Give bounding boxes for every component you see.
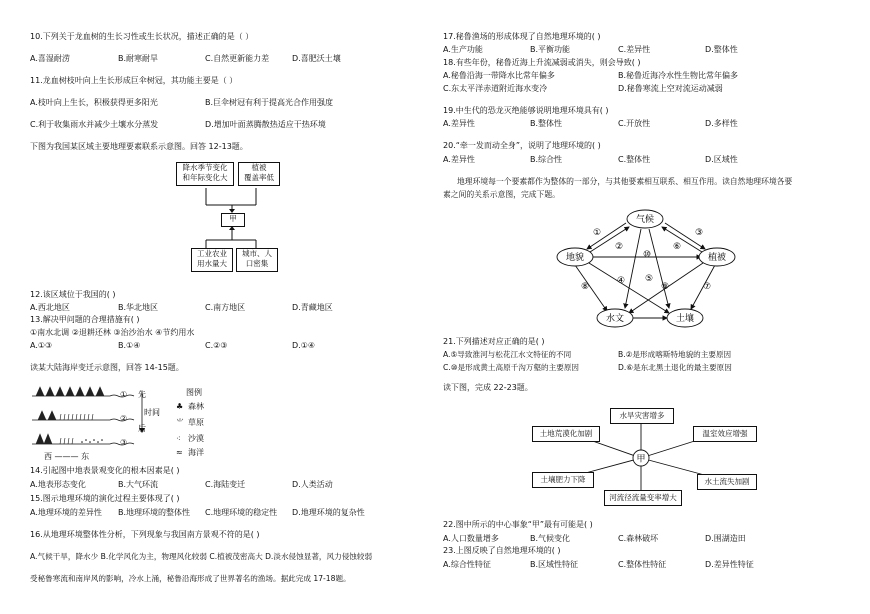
q12-option-a: A.西北地区 [30, 303, 70, 312]
box-soil-fertility: 土壤肥力下降 [532, 472, 594, 488]
q19-option-d: D.多样性 [705, 119, 738, 128]
legend-grassland-icon: ⺌ [176, 418, 184, 427]
legend-desert-label: 沙漠 [188, 434, 204, 443]
q17-option-b: B.平衡功能 [530, 45, 571, 54]
q21-option-c: C.⑩是形成黄土高原千沟万壑的主要原因 [443, 363, 580, 372]
q15-stem: 15.图示地理环境的演化过程主要体现了( ) [30, 494, 180, 503]
q15-option-b: B.地理环境的整体性 [118, 508, 191, 517]
q22-option-d: D.围湖造田 [705, 534, 746, 543]
q14-stem: 14.引起图中地表景观变化的根本因素是( ) [30, 466, 180, 475]
q22-option-a: A.人口数量增多 [443, 534, 499, 543]
q21-option-b: B.②是形成喀斯特地貌的主要原因 [618, 350, 732, 359]
q19-option-a: A.差异性 [443, 119, 475, 128]
diagram-box-vegetation [238, 162, 280, 186]
arrow-label-6: ⑥ [673, 242, 682, 252]
intro-17-18: 受秘鲁寒流和南岸风的影响，冷水上涌，秘鲁沿海形成了世界著名的渔场。据此完成 17-18题。 [30, 574, 351, 583]
q23-option-c: C.整体性特征 [618, 560, 667, 569]
intro-21-line1: 地理环境每一个要素都作为整体的一部分，与其他要素相互联系、相互作用。读自然地理环境各要 [457, 177, 793, 186]
box-city-line1: 城市、人 [242, 249, 272, 258]
q12-option-c: C.南方地区 [205, 303, 246, 312]
box-greenhouse: 温室效应增强 [693, 426, 757, 442]
arrow-label-4: ④ [617, 276, 626, 286]
q14-option-d: D.人类活动 [292, 480, 333, 489]
q23-option-b: B.区域性特征 [530, 560, 579, 569]
west-east-axis: 西 ——— 东 [44, 452, 90, 461]
q10-option-a: A.喜湿耐涝 [30, 54, 70, 63]
box-water-line2: 用水量大 [197, 259, 227, 268]
legend-title: 图例 [186, 388, 202, 397]
q19-stem: 19.中生代的恐龙灭绝能够说明地理环境具有( ) [443, 106, 609, 115]
q16-options-line: A.气候干旱，降水少 B.化学风化为主，物理风化较弱 C.植被茂密高大 D.淡水侵蚀显著，风力侵蚀较弱 [30, 552, 373, 561]
q15-option-d: D.地理环境的复杂性 [292, 508, 365, 517]
q15-option-a: A.地理环境的差异性 [30, 508, 102, 517]
arrow-label-10: ⑩ [643, 250, 652, 260]
time-last-label: 后 [138, 424, 146, 433]
legend-ocean-label: 海洋 [188, 448, 204, 457]
q20-option-c: C.整体性 [618, 155, 651, 164]
legend-forest-label: 森林 [188, 402, 204, 411]
box-soil-erosion: 水土流失加剧 [697, 474, 757, 490]
q11-option-b: B.巨伞树冠有利于提高光合作用强度 [205, 98, 334, 107]
coast-row-3 [32, 434, 134, 445]
q14-option-c: C.海陆变迁 [205, 480, 246, 489]
q12-option-b: B.华北地区 [118, 303, 159, 312]
coast-row-2-label: ② [120, 414, 128, 423]
q11-option-a: A.枝叶向上生长，积极获得更多阳光 [30, 98, 158, 107]
q13-option-a: A.①③ [30, 341, 53, 350]
box-city-line2: 口密集 [245, 259, 269, 268]
intro-21-line2: 素之间的关系示意图，完成下题。 [443, 190, 560, 199]
q23-stem: 23.上图反映了自然地理环境的( ) [443, 546, 561, 555]
q18-option-d: D.秘鲁寒流上空对流运动减弱 [618, 84, 723, 93]
box-precip-line2: 和年际变化大 [182, 173, 228, 182]
q18-option-b: B.秘鲁近海冷水性生物比常年偏多 [618, 71, 739, 80]
q10-option-d: D.喜肥沃土壤 [292, 54, 341, 63]
box-veg-line1: 植被 [251, 163, 267, 172]
box-runoff-variability: 河流径流量变率增大 [604, 490, 682, 506]
diagram-box-jia: 甲 [221, 213, 245, 227]
q20-stem: 20.“牵一发而动全身”，说明了地理环境的( ) [443, 141, 601, 150]
box-water-line1: 工业农业 [197, 249, 227, 258]
pentagon-nodes [557, 210, 735, 327]
q21-stem: 21.下列描述对应正确的是( ) [443, 337, 545, 346]
q21-option-d: D.⑥是东北黑土退化的最主要原因 [618, 363, 732, 372]
box-desertification: 土地荒漠化加剧 [532, 426, 600, 442]
diagram-box-city [236, 248, 278, 272]
legend-desert-icon: ⁖ [176, 434, 181, 443]
pentagon-arrow-labels [581, 228, 711, 292]
q17-option-d: D.整体性 [705, 45, 738, 54]
box-flood-drought: 水旱灾害增多 [610, 408, 674, 424]
arrow-label-8: ⑧ [581, 282, 590, 292]
q22-option-c: C.森林破坏 [618, 534, 659, 543]
coast-row-1 [32, 387, 134, 397]
arrow-label-2: ② [615, 242, 624, 252]
q11-option-d: D.增加叶面蒸腾散热适应干热环境 [205, 120, 326, 129]
q19-option-b: B.整体性 [530, 119, 563, 128]
arrow-label-9: ⑨ [661, 282, 670, 292]
node-hydrology-label: 水文 [605, 314, 625, 324]
q12-option-d: D.青藏地区 [292, 303, 333, 312]
q21-option-a: A.⑤导致淮河与松花江水文特征的不同 [443, 350, 572, 359]
intro-14-15: 读某大陆海岸变迁示意图，回答 14-15题。 [30, 363, 184, 372]
q13-option-b: B.①④ [118, 341, 141, 350]
box-veg-line2: 覆盖率低 [244, 173, 274, 182]
q20-option-a: A.差异性 [443, 155, 475, 164]
q11-stem: 11.龙血树枝叶向上生长形成巨伞树冠，其功能主要是（ ） [30, 76, 238, 85]
q14-option-b: B.大气环流 [118, 480, 159, 489]
q17-option-c: C.差异性 [618, 45, 651, 54]
q12-stem: 12.该区域位于我国的( ) [30, 290, 116, 299]
q10-stem: 10.下列关于龙血树的生长习性或生长状况，描述正确的是（ ） [30, 32, 254, 41]
q11-option-c: C.利于收集雨水并减少土壤水分蒸发 [30, 120, 159, 129]
node-vegetation-label: 植被 [707, 253, 727, 263]
q13-option-d: D.①④ [292, 341, 316, 350]
diagram-box-precipitation [176, 162, 234, 186]
diagram-elements-pentagon [545, 205, 785, 333]
arrow-label-3: ③ [695, 228, 704, 238]
q10-option-b: B.耐寒耐旱 [118, 54, 159, 63]
node-climate-label: 气候 [635, 215, 655, 225]
legend-forest-icon: ♣ [176, 402, 184, 411]
q20-option-b: B.综合性 [530, 155, 563, 164]
coast-row-2 [32, 411, 134, 421]
q15-option-c: C.地理环境的稳定性 [205, 508, 278, 517]
q23-option-a: A.综合性特征 [443, 560, 491, 569]
q14-option-a: A.地表形态变化 [30, 480, 86, 489]
arrow-label-7: ⑦ [703, 282, 712, 292]
q13-items: ①南水北调 ②退耕还林 ③治沙治水 ④节约用水 [30, 328, 195, 337]
diagram-box-water-use [191, 248, 233, 272]
coast-row-3-label: ③ [120, 438, 128, 447]
time-first-label: 先 [138, 390, 146, 399]
q18-option-c: C.东太平洋赤道附近海水变冷 [443, 84, 548, 93]
q18-stem: 18.有些年份，秘鲁近海上升流减弱或消失，则会导致( ) [443, 58, 641, 67]
q17-option-a: A.生产功能 [443, 45, 483, 54]
jia-center-label: 甲 [636, 454, 646, 465]
intro-22-23: 读下图，完成 22-23题。 [443, 383, 533, 392]
q10-option-c: C.自然更新能力差 [205, 54, 270, 63]
node-soil-label: 土壤 [675, 314, 695, 324]
q23-option-d: D.差异性特征 [705, 560, 754, 569]
q20-option-d: D.区域性 [705, 155, 738, 164]
box-precip-line1: 降水季节变化 [182, 163, 228, 172]
q13-option-c: C.②③ [205, 341, 228, 350]
node-landform-label: 地貌 [565, 253, 585, 263]
q16-stem: 16.从地理环境整体性分析，下列现象与我国南方景观不符的是( ) [30, 530, 260, 539]
q22-stem: 22.图中所示的中心事象“甲”最有可能是( ) [443, 520, 593, 529]
q17-stem: 17.秘鲁渔场的形成体现了自然地理环境的( ) [443, 32, 601, 41]
arrow-label-5: ⑤ [645, 274, 654, 284]
q18-option-a: A.秘鲁沿海一带降水比常年偏多 [443, 71, 555, 80]
q13-stem: 13.解决甲问题的合理措施有( ) [30, 315, 140, 324]
coast-row-1-label: ① [120, 390, 128, 399]
q22-option-b: B.气候变化 [530, 534, 571, 543]
intro-12-13: 下图为我国某区域主要地理要素联系示意图。回答 12-13题。 [30, 142, 248, 151]
q19-option-c: C.开放性 [618, 119, 651, 128]
legend-grassland-label: 草原 [188, 418, 204, 427]
legend-ocean-icon: ≈ [176, 448, 183, 457]
time-label: 时间 [144, 408, 160, 417]
arrow-label-1: ① [593, 228, 602, 238]
